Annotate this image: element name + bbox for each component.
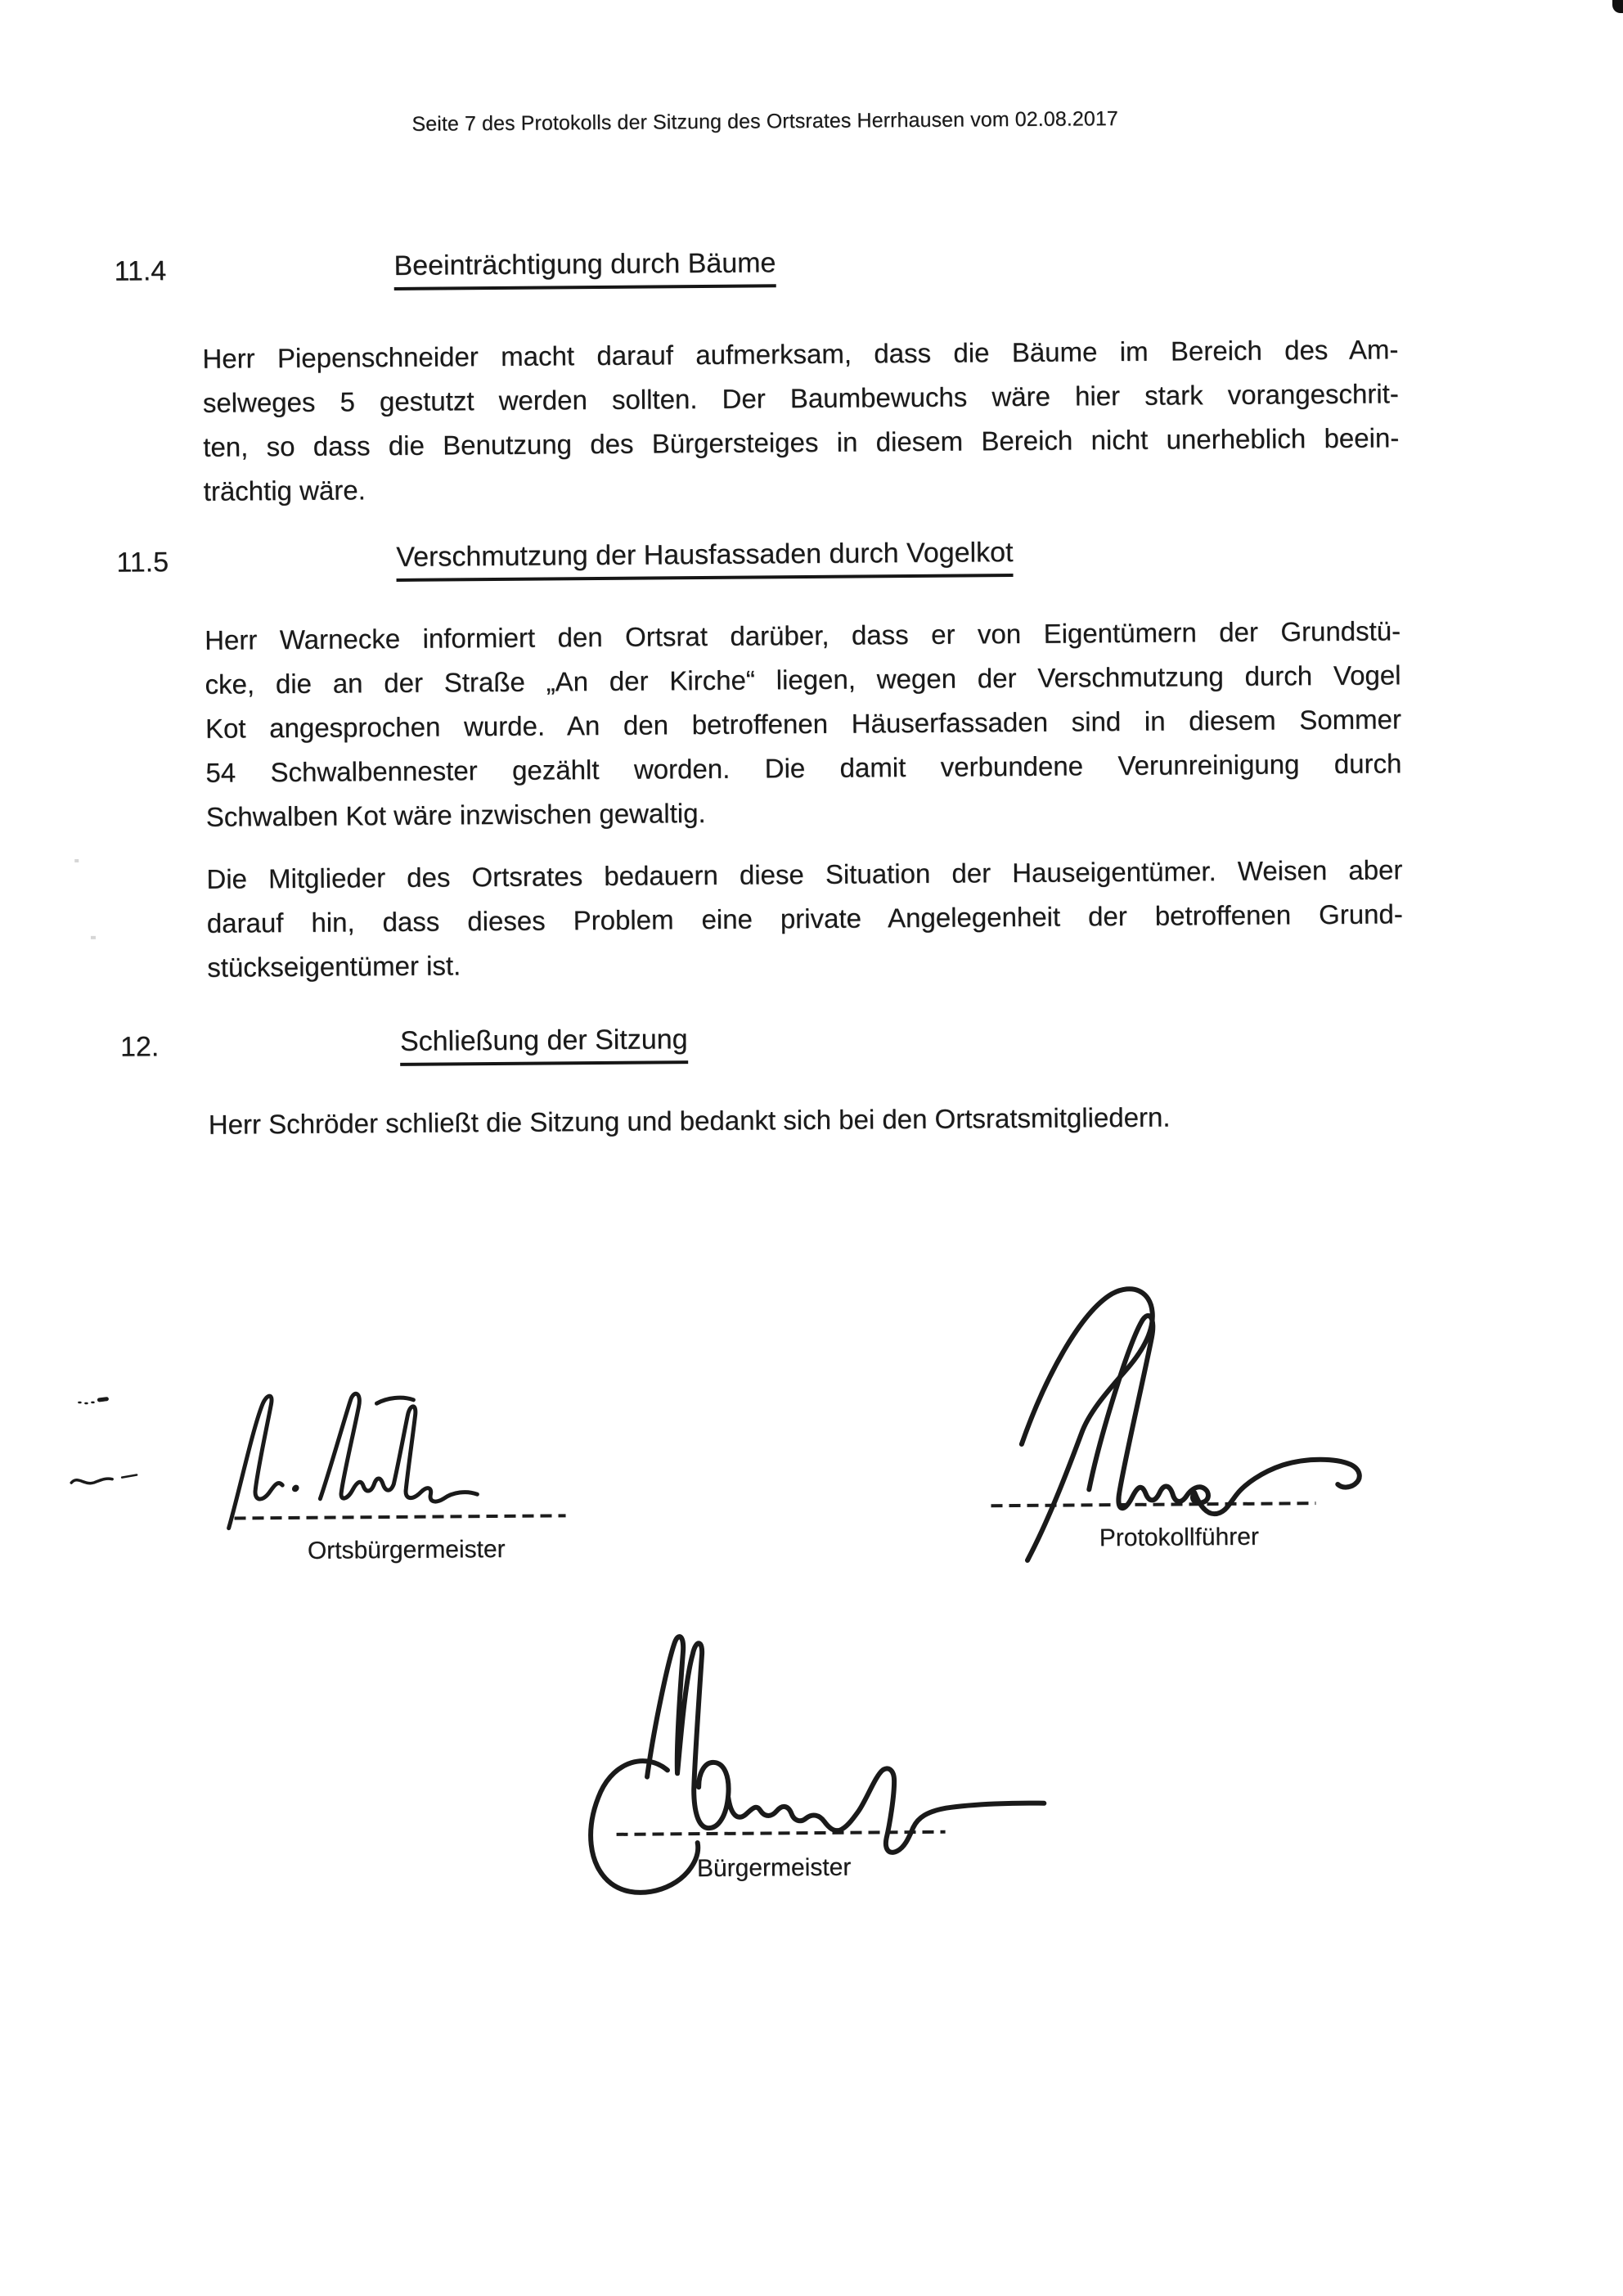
signature-role-buergermeister: Bürgermeister [696,1853,852,1883]
paragraph-line: Herr Piepenschneider macht darauf aufmerksam, dass die Bäume im Bereich des Am- [202,334,1399,374]
paragraph-line: trächtig wäre. [203,475,366,506]
scan-speck [74,859,79,862]
paragraph-12 [209,1093,1405,1146]
page-header: Seite 7 des Protokolls der Sitzung des Ortsrates Herrhausen vom 02.08.2017 [411,107,1118,136]
scan-speck [91,936,96,939]
paragraph-line: Herr Warnecke informiert den Ortsrat darüber, dass er von Eigentümern der Grundstü- [204,615,1401,655]
paragraph-line: Herr Schröder schließt die Sitzung und bedankt sich bei den Ortsratsmitgliedern. [208,1101,1171,1140]
scan-squiggle [70,1471,151,1490]
section-heading-11-4: Beeinträchtigung durch Bäume [393,247,776,290]
paragraph-11-4 [202,327,1400,513]
signature-role-ortsbuergermeister: Ortsbürgermeister [307,1535,506,1564]
section-number-11-4: 11.4 [114,255,167,287]
paragraph-line: darauf hin, dass dieses Problem eine private Angelegenheit der betroffenen Grund- [206,898,1403,939]
paragraph-11-5-a [205,609,1402,839]
signature-role-protokollfuehrer: Protokollführer [1099,1523,1259,1552]
paragraph-line: Kot angesprochen wurde. An den betroffenen Häuserfassaden sind in diesem Sommer [205,704,1402,744]
signature-ortsbuergermeister [216,1384,495,1537]
signature-protokollfuehrer [982,1276,1378,1566]
section-number-11-5: 11.5 [116,547,169,579]
section-number-12: 12. [119,1031,160,1063]
paragraph-line: cke, die an der Straße „An der Kirche“ liegen, wegen der Verschmutzung durch Vogel [205,660,1401,700]
scan-speck-dots [77,1395,111,1408]
paragraph-line: selweges 5 gestutzt werden sollten. Der Baumbewuchs wäre hier stark vorangeschrit- [202,378,1399,418]
paragraph-line: stückseigentümer ist. [207,950,461,983]
paragraph-line: 54 Schwalbennester gezählt worden. Die damit verbundene Verunreinigung durch [205,748,1402,788]
paragraph-line: ten, so dass die Benutzung des Bürgersteiges in diesem Bereich nicht unerheblich beein- [203,422,1400,462]
paragraph-line: Die Mitglieder des Ortsrates bedauern diese Situation der Hauseigentümer. Weisen aber [206,854,1403,894]
section-heading-11-5: Verschmutzung der Hausfassaden durch Vogelkot [396,537,1014,582]
paragraph-line: Schwalben Kot wäre inzwischen gewaltig. [205,797,706,832]
section-heading-12: Schließung der Sitzung [400,1024,688,1066]
paragraph-11-5-b [206,848,1403,989]
